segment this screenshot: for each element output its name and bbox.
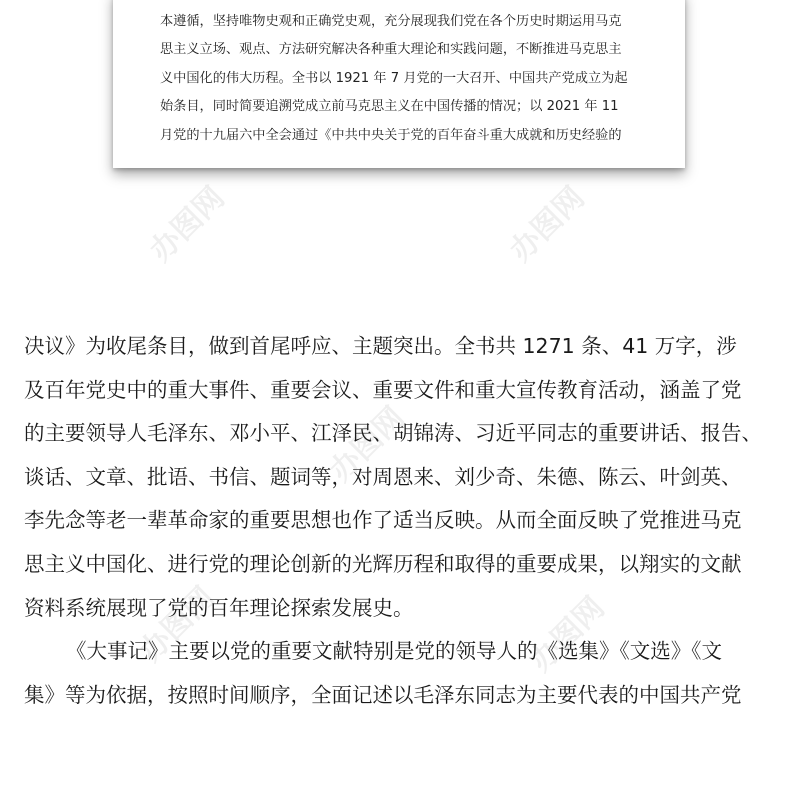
- body-line: 集》等为依据，按照时间顺序，全面记述以毛泽东同志为主要代表的中国共产党: [24, 682, 742, 707]
- card-line: 思主义立场、观点、方法研究解决各种重大理论和实践问题，不断推进马克思主: [160, 42, 622, 58]
- card-paragraph: [160, 8, 645, 150]
- body-line: 谈话、文章、批语、书信、题词等，对周恩来、刘少奇、朱德、陈云、叶剑英、: [24, 464, 742, 489]
- card-line: 本遵循，坚持唯物史观和正确党史观，充分展现我们党在各个历史时期运用马克: [160, 14, 622, 29]
- body-paragraphs: [24, 325, 780, 717]
- watermark: 办图网: [323, 400, 412, 489]
- document-card: [113, 0, 685, 168]
- body-line: 决议》为收尾条目，做到首尾呼应、主题突出。全书共 1271 条、41 万字，涉: [24, 334, 737, 358]
- card-line: 始条目，同时简要追溯党成立前马克思主义在中国传播的情况；以 2021 年 11: [160, 99, 619, 115]
- watermark: 办图网: [143, 180, 232, 269]
- watermark: 办图网: [133, 580, 222, 669]
- body-line: 思主义中国化、进行党的理论创新的光辉历程和取得的重要成果，以翔实的文献: [24, 551, 742, 576]
- watermark: 办图网: [523, 590, 612, 679]
- body-line: 及百年党史中的重大事件、重要会议、重要文件和重大宣传教育活动，涵盖了党: [24, 377, 742, 402]
- card-line: 月党的十九届六中全会通过《中共中央关于党的百年奋斗重大成就和历史经验的: [160, 127, 622, 143]
- body-line: 《大事记》主要以党的重要文献特别是党的领导人的《选集》《文选》《文: [66, 639, 722, 664]
- card-line: 义中国化的伟大历程。全书以 1921 年 7 月党的一大召开、中国共产党成立为起: [160, 70, 628, 86]
- body-line: 李先念等老一辈革命家的重要思想也作了适当反映。从而全面反映了党推进马克: [24, 508, 742, 533]
- watermark: 办图网: [503, 180, 592, 269]
- body-line: 的主要领导人毛泽东、邓小平、江泽民、胡锦涛、习近平同志的重要讲话、报告、: [24, 421, 762, 446]
- body-line: 资料系统展现了党的百年理论探索发展史。: [24, 595, 414, 620]
